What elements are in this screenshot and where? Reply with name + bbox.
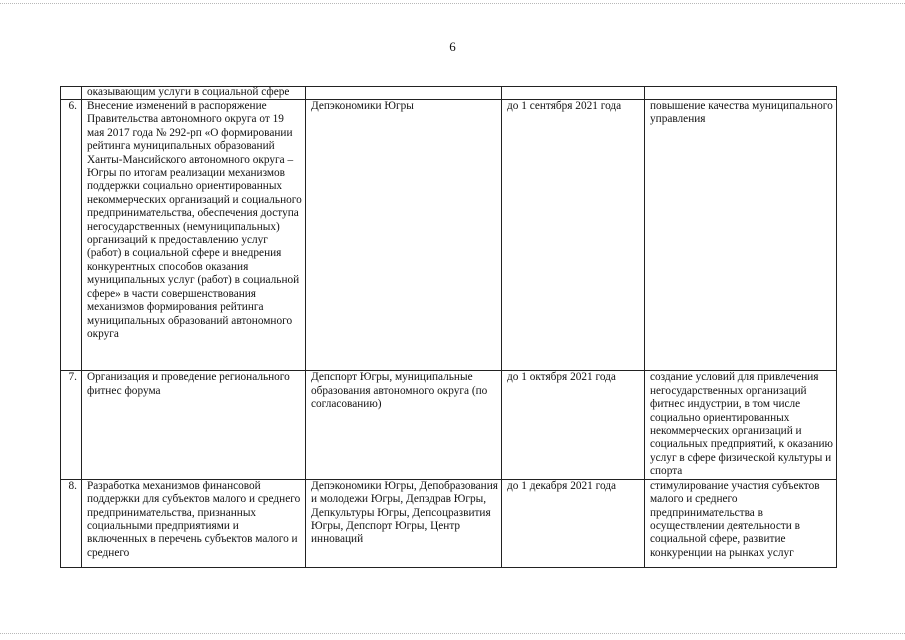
- measure-cell: Разработка механизмов финансовой поддержки для субъектов малого и среднего предпринимательства, признанных социальными предприятиями и включенных в перечень субъектов малого и среднего: [82, 479, 306, 567]
- responsible-cell: Депспорт Югры, муниципальные образования автономного округа (по согласованию): [306, 371, 502, 479]
- measure-cell: оказывающим услуги в социальной сфере: [82, 87, 306, 100]
- result-cell: [645, 87, 837, 100]
- table-row: [61, 479, 837, 567]
- scan-edge-bottom: [0, 633, 905, 634]
- row-number-cell: 7.: [61, 371, 82, 479]
- result-cell: создание условий для привлечения негосударственных организаций фитнес индустрии, в том числе социально ориентированных некоммерческих организаций и социальных предприятий, к оказанию услуг в сфере физической культуры и спорта: [645, 371, 837, 479]
- table-row-continuation: [61, 87, 837, 100]
- deadline-cell: [502, 87, 645, 100]
- result-cell: стимулирование участия субъектов малого и среднего предпринимательства в осуществлении деятельности в социальной сфере, развитие конкуренции на рынках услуг: [645, 479, 837, 567]
- row-number-cell: [61, 87, 82, 100]
- table-row: [61, 371, 837, 479]
- measures-table: [60, 86, 837, 568]
- row-number-cell: 6.: [61, 100, 82, 371]
- measure-cell: Организация и проведение регионального фитнес форума: [82, 371, 306, 479]
- deadline-cell: до 1 октября 2021 года: [502, 371, 645, 479]
- scan-edge-top: [0, 3, 905, 4]
- row-number-cell: 8.: [61, 479, 82, 567]
- responsible-cell: Депэкономики Югры, Депобразования и молодежи Югры, Депздрав Югры, Депкультуры Югры, Депсоцразвития Югры, Депспорт Югры, Центр инноваций: [306, 479, 502, 567]
- page-number: 6: [449, 39, 456, 54]
- result-cell: повышение качества муниципального управления: [645, 100, 837, 371]
- table-row: [61, 100, 837, 371]
- responsible-cell: Депэкономики Югры: [306, 100, 502, 371]
- measure-cell: Внесение изменений в распоряжение Правительства автономного округа от 19 мая 2017 года № 292-рп «О формировании рейтинга муниципальных образований Ханты-Мансийского автономного округа – Югры по итогам реализации механизмов поддержки социально ориентированных некоммерческих организаций и социального предпринимательства, обеспечения доступа негосударственных (немуниципальных) организаций к предоставлению услуг (работ) в социальной сфере и внедрения конкурентных способов оказания муниципальных услуг (работ) в социальной сфере» в части совершенствования механизмов формирования рейтинга муниципальных образований автономного округа: [82, 100, 306, 371]
- deadline-cell: до 1 декабря 2021 года: [502, 479, 645, 567]
- deadline-cell: до 1 сентября 2021 года: [502, 100, 645, 371]
- responsible-cell: [306, 87, 502, 100]
